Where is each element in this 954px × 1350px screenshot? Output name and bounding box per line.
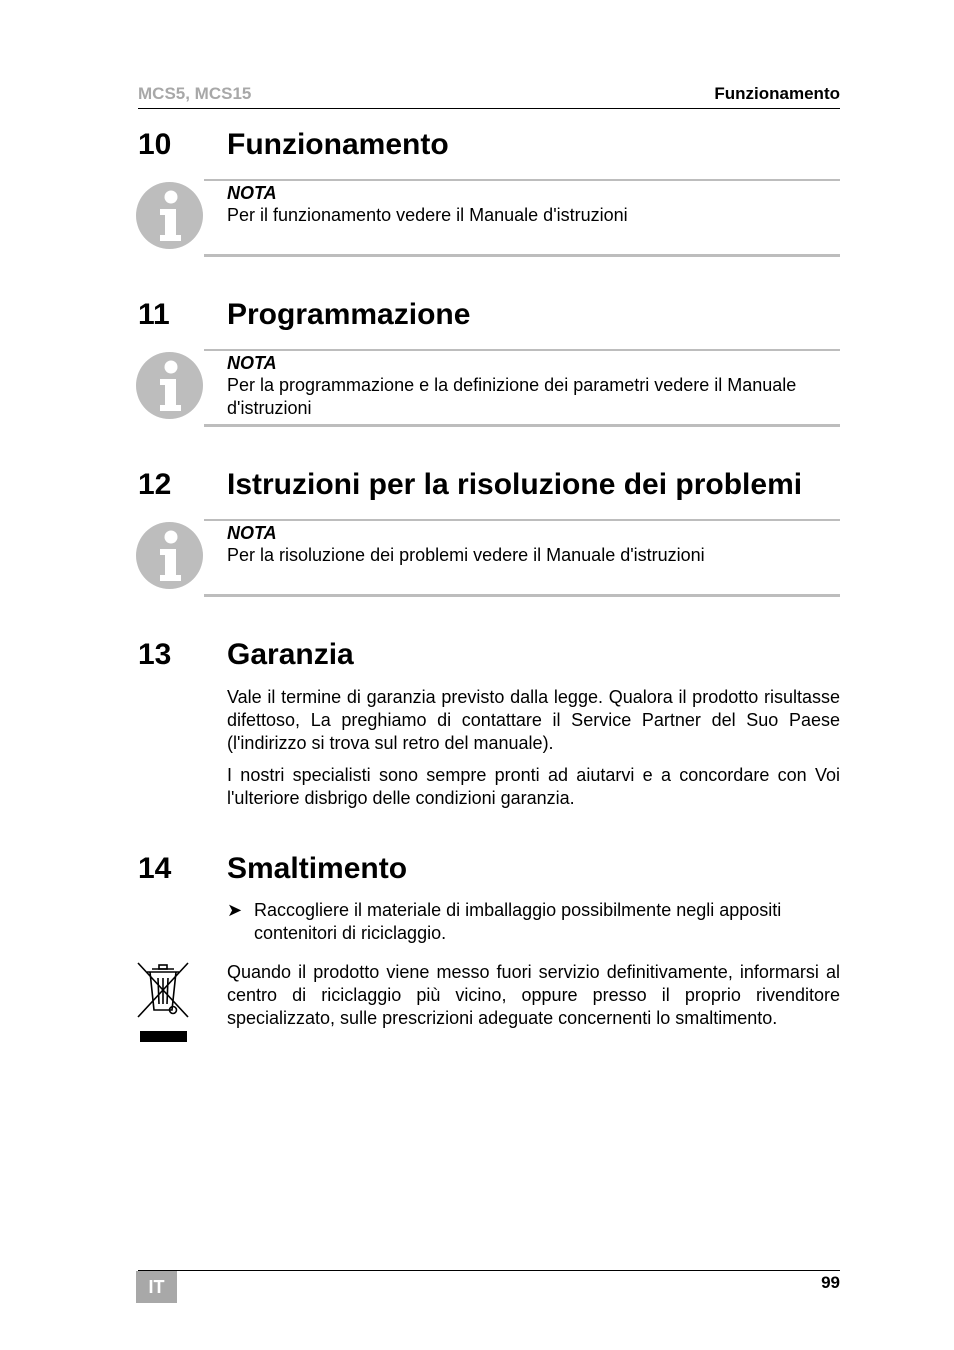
section-number: 10: [138, 128, 172, 161]
disposal-paragraph: Quando il prodotto viene messo fuori servizio definitivamente, informarsi al centro di riciclaggio più vicino, oppure presso il proprio rivenditore specializzato, sulle prescrizioni adeguate concernenti lo smaltimento.: [227, 962, 840, 1028]
disposal-instruction: Raccogliere il materiale di imballaggio possibilmente negli appositi contenitori di riciclaggio.: [254, 900, 782, 943]
note-bottom-rule: [204, 424, 840, 427]
note-text: Per il funzionamento vedere il Manuale d'istruzioni: [227, 205, 628, 225]
note-top-rule: [204, 179, 840, 181]
note-text: Per la risoluzione dei problemi vedere il Manuale d'istruzioni: [227, 545, 705, 565]
section-title: Funzionamento: [227, 128, 449, 161]
arrow-bullet-icon: ➤: [227, 900, 243, 920]
info-icon: [136, 352, 203, 419]
note-top-rule: [204, 349, 840, 351]
crossed-bin-icon: [136, 960, 192, 1044]
info-icon: [136, 522, 203, 589]
section-title: Istruzioni per la risoluzione dei problemi: [227, 468, 803, 501]
note-bottom-rule: [204, 594, 840, 597]
section-title: Smaltimento: [227, 852, 408, 885]
section-number: 12: [138, 468, 172, 501]
note-bottom-rule: [204, 254, 840, 257]
section-number: 11: [138, 298, 170, 331]
section-title: Programmazione: [227, 298, 471, 331]
note-text: Per la programmazione e la definizione dei parametri vedere il Manuale d'istruzioni: [227, 375, 797, 418]
header-rule: [138, 108, 840, 109]
language-badge: IT: [136, 1271, 177, 1303]
section-number: 14: [138, 852, 172, 885]
note-label: NOTA: [227, 523, 277, 543]
header-product: MCS5, MCS15: [138, 84, 252, 103]
section-number: 13: [138, 638, 172, 671]
page-number: 99: [821, 1273, 840, 1292]
note-label: NOTA: [227, 183, 277, 203]
header-chapter: Funzionamento: [714, 84, 840, 103]
warranty-paragraph: Vale il termine di garanzia previsto dalla legge. Qualora il prodotto risultasse difettoso, La preghiamo di contattare il Service Partner del Suo Paese (l'indirizzo si trova sul retro del manuale).: [227, 687, 840, 753]
warranty-paragraph: I nostri specialisti sono sempre pronti ad aiutarvi e a concordare con Voi l'ulteriore disbrigo delle condizioni garanzia.: [227, 765, 840, 808]
footer-rule: [138, 1270, 840, 1271]
section-title: Garanzia: [227, 638, 354, 671]
note-label: NOTA: [227, 353, 277, 373]
note-top-rule: [204, 519, 840, 521]
info-icon: [136, 182, 203, 249]
